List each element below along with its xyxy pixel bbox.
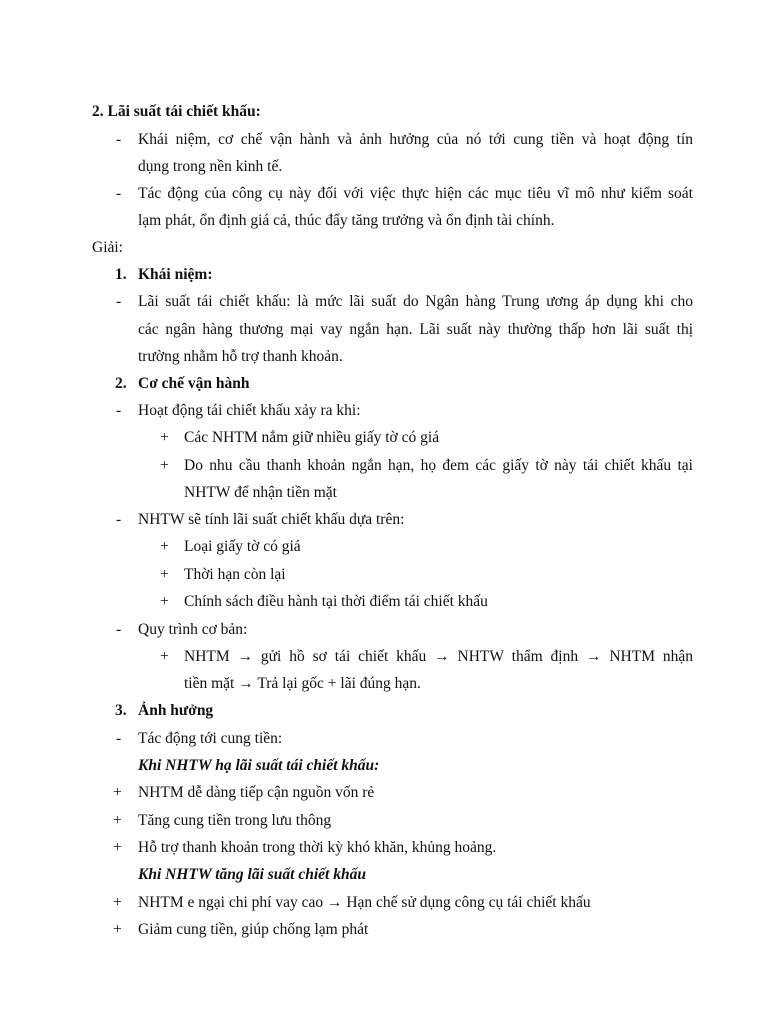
definition-line: các ngân hàng thương mại vay ngắn hạn. Lãi suất này thường thấp hơn lãi suất thị (138, 321, 693, 338)
list-item: Quy trình cơ bản: (138, 621, 248, 638)
sub-item: tiền mặt → Trả lại gốc + lãi đúng hạn. (184, 675, 421, 692)
bullet-marker: - (116, 730, 122, 747)
plus-marker: + (160, 538, 169, 555)
sub-item: Do nhu cầu thanh khoản ngắn hạn, họ đem các giấy tờ này tái chiết khấu tại (184, 457, 693, 474)
subsection-title: Khái niệm: (138, 266, 213, 283)
question-line: Khái niệm, cơ chế vận hành và ảnh hưởng của nó tới cung tiền và hoạt động tín (138, 131, 693, 148)
list-item: NHTW sẽ tính lãi suất chiết khấu dựa trên: (138, 511, 405, 528)
bullet-marker: - (116, 293, 122, 310)
question-line: Tác động của công cụ này đối với việc thực hiện các mục tiêu vĩ mô như kiểm soát (138, 185, 693, 202)
subsection-title: Cơ chế vận hành (138, 375, 250, 392)
plus-marker: + (113, 812, 122, 829)
list-item: Hoạt động tái chiết khấu xảy ra khi: (138, 402, 361, 419)
effect-item: Giảm cung tiền, giúp chống lạm phát (138, 921, 369, 938)
subsection-title: Ảnh hưởng (138, 702, 214, 719)
sub-item: Chính sách điều hành tại thời điểm tái chiết khấu (184, 593, 488, 610)
section-heading: 2. Lãi suất tái chiết khấu: (92, 103, 261, 120)
list-item: Tác động tới cung tiền: (138, 730, 283, 747)
subsection-number: 1. (115, 266, 127, 283)
sub-item: NHTW để nhận tiền mặt (184, 484, 337, 501)
sub-item: Loại giấy tờ có giá (184, 538, 301, 555)
plus-marker: + (113, 839, 122, 856)
plus-marker: + (160, 457, 169, 474)
bullet-marker: - (116, 511, 122, 528)
plus-marker: + (113, 921, 122, 938)
definition-line: Lãi suất tái chiết khấu: là mức lãi suất do Ngân hàng Trung ương áp dụng khi cho (138, 293, 693, 310)
effect-item: Tăng cung tiền trong lưu thông (138, 812, 332, 829)
sub-item: NHTM → gửi hồ sơ tái chiết khấu → NHTW thẩm định → NHTM nhận (184, 648, 693, 665)
bullet-marker: - (116, 402, 122, 419)
plus-marker: + (113, 784, 122, 801)
subsection-number: 3. (115, 702, 127, 719)
definition-line: trường nhằm hỗ trợ thanh khoản. (138, 348, 343, 365)
plus-marker: + (160, 429, 169, 446)
bullet-marker: - (116, 621, 122, 638)
sub-item: Các NHTM nắm giữ nhiều giấy tờ có giá (184, 429, 440, 446)
plus-marker: + (113, 894, 122, 911)
answer-label: Giải: (92, 239, 123, 256)
subsection-number: 2. (115, 375, 127, 392)
bullet-marker: - (116, 131, 122, 148)
plus-marker: + (160, 566, 169, 583)
case-heading: Khi NHTW tăng lãi suất chiết khấu (138, 866, 366, 883)
effect-item: NHTM e ngại chi phí vay cao → Hạn chế sử dụng công cụ tái chiết khấu (138, 894, 591, 911)
question-line: dụng trong nền kinh tế. (138, 158, 283, 175)
effect-item: NHTM dễ dàng tiếp cận nguồn vốn rẻ (138, 784, 375, 801)
case-heading: Khi NHTW hạ lãi suất tái chiết khấu: (138, 757, 380, 774)
question-line: lạm phát, ổn định giá cả, thúc đẩy tăng trưởng và ổn định tài chính. (138, 212, 555, 229)
plus-marker: + (160, 593, 169, 610)
bullet-marker: - (116, 185, 122, 202)
effect-item: Hỗ trợ thanh khoản trong thời kỳ khó khăn, khủng hoảng. (138, 839, 497, 856)
plus-marker: + (160, 648, 169, 665)
sub-item: Thời hạn còn lại (184, 566, 286, 583)
